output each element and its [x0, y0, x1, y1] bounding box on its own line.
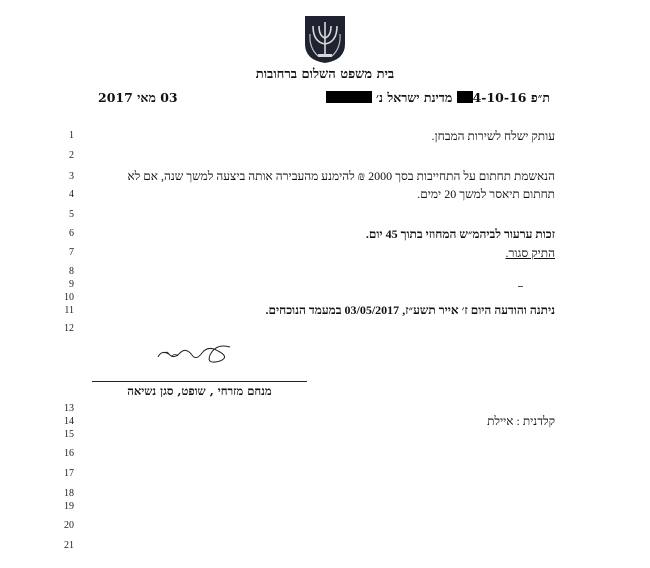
line-number: 11 — [64, 305, 74, 316]
body-line-7: התיק סגור. — [505, 246, 555, 260]
line-number: 17 — [64, 468, 74, 479]
body-line-3: הנאשמת תחתום על התחייבות בסך 2000 ₪ להימנע מהעבירה אותה ביצעה למשך שנה, אם לא — [127, 169, 555, 183]
line-number: 4 — [69, 189, 74, 200]
case-header — [326, 90, 550, 106]
body-line-11: ניתנה והודעה היום ז׳ אייר תשע״ז, 03/05/2017 במעמד הנוכחים. — [265, 303, 555, 317]
signature-line — [92, 381, 307, 382]
redaction-block — [326, 91, 372, 103]
line-number: 15 — [64, 429, 74, 440]
case-number: 4-10-16 — [472, 90, 527, 105]
line-number: 9 — [69, 279, 74, 290]
line-number: 8 — [69, 266, 74, 277]
state-emblem — [302, 14, 348, 64]
line-number: 20 — [64, 520, 74, 531]
body-line-6: זכות ערעור לביהמ״ש המחוזי בתוך 45 יום. — [365, 227, 555, 241]
line-number: 21 — [64, 540, 74, 551]
dash-mark — [518, 286, 523, 287]
handwritten-signature — [150, 335, 250, 369]
body-line-4: תחתום תיאסר למשך 20 ימים. — [417, 187, 555, 201]
line-number: 5 — [69, 209, 74, 220]
court-name: בית משפט השלום ברחובות — [255, 67, 395, 82]
case-title: מדינת ישראל נ׳ — [376, 90, 453, 105]
line-number: 13 — [64, 403, 74, 414]
line-number: 1 — [69, 130, 74, 141]
line-number: 14 — [64, 416, 74, 427]
line-number: 7 — [69, 247, 74, 258]
line-number: 10 — [64, 292, 74, 303]
redaction-block — [457, 91, 473, 103]
judge-name: מנחם מזרחי , שופט, סגן נשיאה — [127, 384, 272, 398]
line-number: 6 — [69, 228, 74, 239]
case-prefix: ת״פ — [530, 90, 550, 105]
typist-credit: קלדנית : איילת — [487, 414, 555, 428]
line-number: 16 — [64, 448, 74, 459]
line-number: 19 — [64, 501, 74, 512]
line-number: 3 — [69, 171, 74, 182]
line-number: 18 — [64, 488, 74, 499]
body-line-1: עותק ישלח לשירות המבחן. — [431, 129, 555, 143]
case-date: 03 מאי 2017 — [98, 90, 178, 105]
line-number: 12 — [64, 323, 74, 334]
line-number: 2 — [69, 150, 74, 161]
